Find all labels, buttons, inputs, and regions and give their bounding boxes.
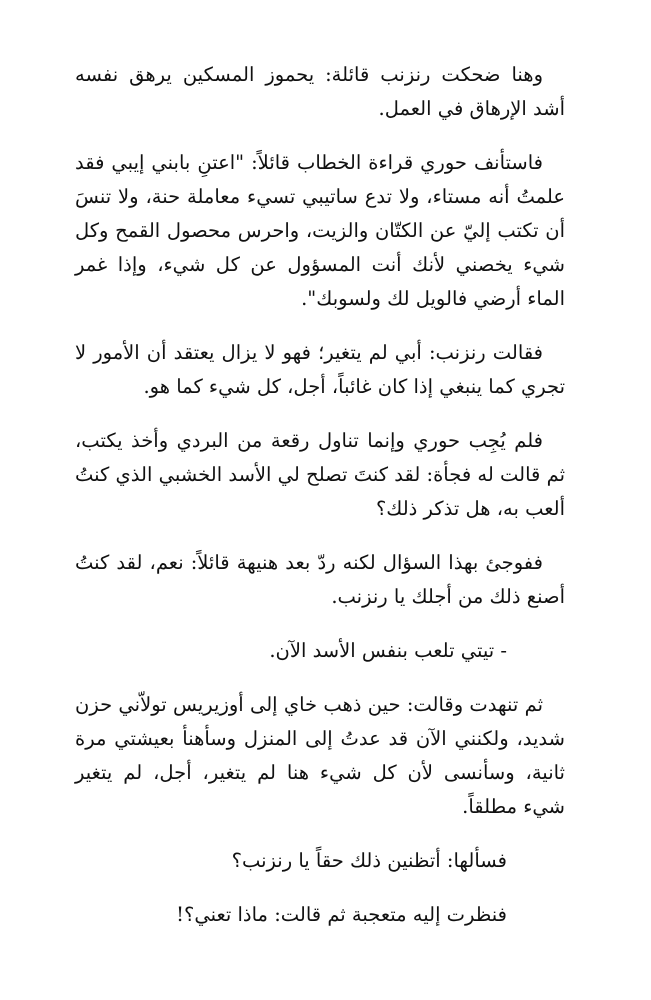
book-page — [75, 58, 565, 952]
paragraph: فقالت رنزنب: أبي لم يتغير؛ فهو لا يزال يعتقد أن الأمور لا تجري كما ينبغي إذا كان غائباً، أجل، كل شيء كما هو. — [75, 341, 565, 398]
dialogue-line: فنظرت إليه متعجبة ثم قالت: ماذا تعني؟! — [176, 903, 507, 926]
dialogue-line: فسألها: أتظنين ذلك حقاً يا رنزنب؟ — [231, 849, 507, 872]
paragraph: وهنا ضحكت رنزنب قائلة: يحموز المسكين يرهق نفسه أشد الإرهاق في العمل. — [75, 63, 565, 120]
paragraph: فاستأنف حوري قراءة الخطاب قائلاً: "اعتنِ بابني إيبي فقد علمتُ أنه مستاء، ولا تدع ساتيبي تسيء معاملة حنة، ولا تنسَ أن تكتب إليّ عن الكتّان والزيت، واحرس محصول القمح وكل شيء يخصني لأنك أنت المسؤول عن كل شيء، وإذا غمر الماء أرضي فالويل لك ولسوبك". — [75, 151, 565, 310]
paragraph: ففوجئ بهذا السؤال لكنه ردّ بعد هنيهة قائلاً: نعم، لقد كنتُ أصنع ذلك من أجلك يا رنزنب. — [75, 551, 565, 608]
paragraph: ثم تنهدت وقالت: حين ذهب خاي إلى أوزيريس تولاّني حزن شديد، ولكنني الآن قد عدتُ إلى المنزل وسأهنأ بعيشتي مرة ثانية، وسأنسى لأن كل شيء هنا لم يتغير، أجل، لم يتغير شيء مطلقاً. — [75, 693, 565, 818]
paragraph: فلم يُجِب حوري وإنما تناول رقعة من البردي وأخذ يكتب، ثم قالت له فجأة: لقد كنتَ تصلح لي الأسد الخشبي الذي كنتُ ألعب به، هل تذكر ذلك؟ — [75, 429, 565, 520]
dialogue-line: - تيتي تلعب بنفس الأسد الآن. — [269, 639, 507, 662]
